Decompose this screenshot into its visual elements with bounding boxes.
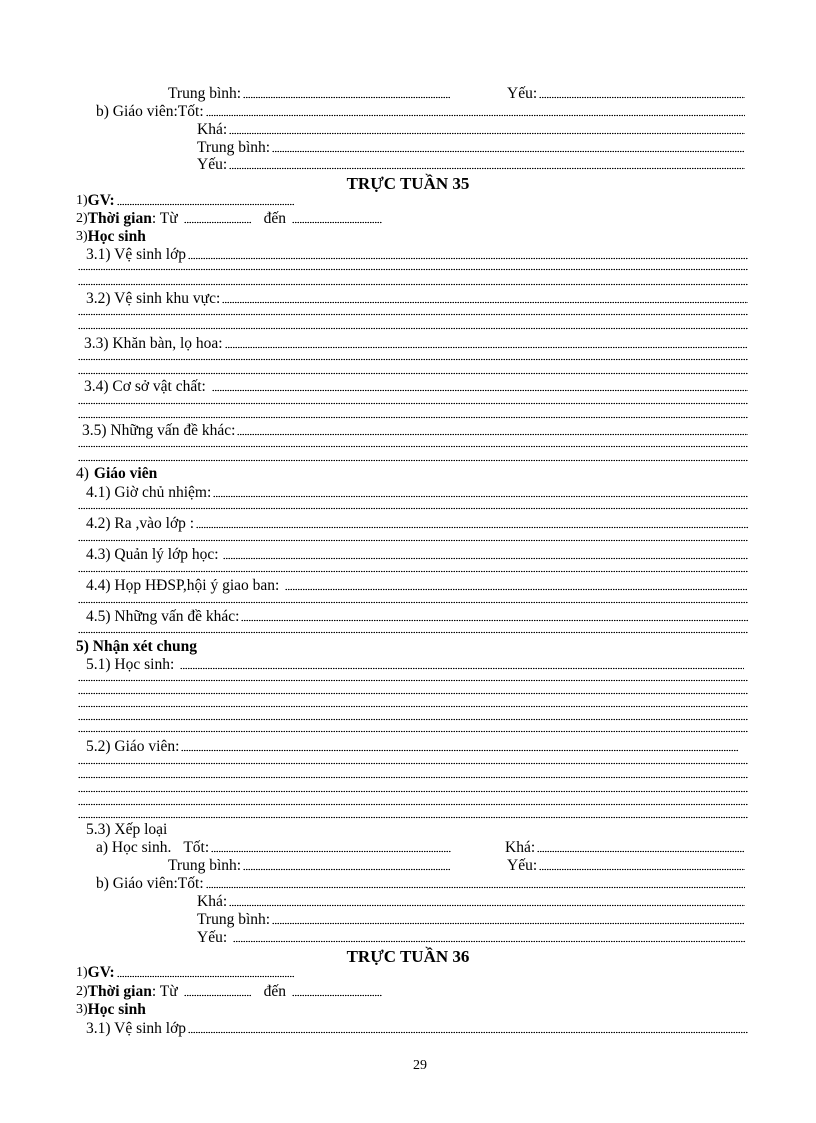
hoc-sinh-label: Học sinh [87, 1001, 146, 1018]
giao-vien-label: b) Giáo viên: [96, 875, 178, 892]
gv-label: GV: [87, 192, 115, 209]
gv-yeu-line [197, 928, 745, 946]
gio-chu-nhiem-field[interactable] [213, 495, 748, 498]
gv-52-line [86, 737, 738, 755]
den-field[interactable] [292, 994, 382, 997]
trung-binh-field[interactable] [243, 96, 451, 99]
gio-chu-nhiem-label: 4.1) Giờ chủ nhiệm: [86, 484, 212, 501]
trung-binh-label: Trung bình: [168, 85, 242, 102]
ra-vao-field[interactable] [196, 526, 748, 529]
trung-binh-field[interactable] [272, 150, 745, 153]
van-de-khac-field[interactable] [237, 433, 748, 436]
kha-label: Khá: [197, 121, 228, 138]
hs-tot-line [96, 838, 451, 856]
gv-label: GV: [87, 964, 115, 981]
dotted-line[interactable] [78, 327, 748, 330]
dotted-line[interactable] [78, 705, 748, 708]
gv-field[interactable] [117, 975, 294, 978]
gv-kha-line [197, 892, 745, 910]
dotted-line[interactable] [78, 445, 748, 448]
giao-vien-label: b) Giáo viên: [96, 103, 178, 120]
week-35-title: TRỰC TUẦN 35 [346, 174, 470, 193]
gv-line [76, 191, 294, 209]
item-number: 4) [76, 465, 89, 482]
dotted-line[interactable] [78, 692, 748, 695]
dotted-line[interactable] [78, 776, 748, 779]
den-field[interactable] [292, 221, 382, 224]
nhan-xet-heading [76, 637, 197, 655]
den-label: đến [263, 210, 286, 227]
ra-vao-label: 4.2) Ra ,vào lớp : [86, 515, 195, 532]
dotted-line[interactable] [78, 402, 748, 405]
ve-sinh-lop-line [86, 245, 748, 263]
tu-label: : Từ [151, 210, 178, 227]
dotted-line[interactable] [78, 679, 748, 682]
giao-vien-heading [76, 464, 157, 482]
ve-sinh-khu-vuc-label: 3.2) Vệ sinh khu vực: [86, 290, 221, 307]
yeu-field[interactable] [233, 940, 745, 943]
xep-loai-heading [86, 820, 167, 838]
tot-field[interactable] [211, 850, 451, 853]
ra-vao-line [86, 514, 748, 532]
kha-field[interactable] [229, 132, 745, 135]
yeu-label: Yếu: [507, 85, 538, 102]
gv-trung-binh-line [197, 910, 745, 928]
van-de-khac-field[interactable] [241, 619, 748, 622]
nhan-xet-label: 5) Nhận xét chung [76, 638, 198, 655]
hoc-sinh-heading [76, 227, 146, 245]
hoc-sinh-heading [76, 1000, 146, 1018]
tot-label: Tốt: [177, 875, 204, 892]
dotted-line[interactable] [78, 570, 748, 573]
quan-ly-label: 4.3) Quản lý lớp học: [86, 546, 219, 563]
gv-yeu-line [197, 155, 745, 173]
xep-loai-label: 5.3) Xếp loại [86, 821, 168, 838]
gv-52-field[interactable] [181, 749, 738, 752]
dotted-line[interactable] [78, 803, 748, 806]
tu-field[interactable] [184, 994, 252, 997]
gv-52-label: 5.2) Giáo viên: [86, 738, 180, 755]
khan-ban-field[interactable] [225, 346, 748, 349]
dotted-line[interactable] [78, 718, 748, 721]
ve-sinh-khu-vuc-field[interactable] [222, 301, 748, 304]
dotted-line[interactable] [78, 313, 748, 316]
item-number: 3) [76, 229, 88, 244]
dotted-line[interactable] [78, 507, 748, 510]
tot-label: Tốt: [183, 839, 210, 856]
thoi-gian-line [76, 982, 382, 1000]
tot-field[interactable] [206, 886, 745, 889]
yeu-field[interactable] [539, 868, 745, 871]
hs-kha-line [505, 838, 745, 856]
gv-tot-line [96, 102, 745, 120]
co-so-label: 3.4) Cơ sở vật chất: [84, 378, 206, 395]
hop-label: 4.4) Họp HĐSP,hội ý giao ban: [86, 577, 280, 594]
gio-chu-nhiem-line [86, 483, 748, 501]
page-number: 29 [413, 1058, 427, 1073]
yeu-field[interactable] [229, 167, 745, 170]
tu-field[interactable] [184, 221, 252, 224]
trung-binh-field[interactable] [243, 868, 451, 871]
yeu-label: Yếu: [197, 156, 228, 173]
khan-ban-line [84, 334, 748, 352]
item-number: 2) [76, 984, 88, 999]
co-so-field[interactable] [212, 389, 748, 392]
dotted-line[interactable] [78, 539, 748, 542]
gv-field[interactable] [117, 203, 294, 206]
yeu-label: Yếu: [197, 929, 228, 946]
dotted-line[interactable] [78, 730, 748, 733]
gv-tot-line [96, 874, 745, 892]
dotted-line[interactable] [78, 816, 748, 819]
kha-label: Khá: [197, 893, 228, 910]
van-de-khac-label: 3.5) Những vấn đề khác: [82, 422, 236, 439]
dotted-line[interactable] [78, 762, 748, 765]
gv-trung-binh-line [197, 138, 745, 156]
hs-51-line [86, 655, 744, 673]
thoi-gian-label: Thời gian [87, 210, 152, 227]
rating-trung-binh-line [168, 84, 451, 102]
tot-field[interactable] [206, 114, 745, 117]
rating-yeu-line [507, 84, 745, 102]
quan-ly-field[interactable] [223, 557, 748, 560]
kha-label: Khá: [505, 839, 536, 856]
trung-binh-label: Trung bình: [197, 139, 271, 156]
yeu-label: Yếu: [507, 857, 538, 874]
van-de-khac-label: 4.5) Những vấn đề khác: [86, 608, 240, 625]
dotted-line[interactable] [78, 459, 748, 462]
dotted-line[interactable] [78, 631, 748, 634]
van-de-khac-4-line [86, 607, 748, 625]
tu-label: : Từ [151, 983, 178, 1000]
trung-binh-label: Trung bình: [197, 911, 271, 928]
van-de-khac-3-line [82, 421, 748, 439]
ve-sinh-lop-label: 3.1) Vệ sinh lớp [86, 246, 187, 263]
thoi-gian-line [76, 209, 382, 227]
hoc-sinh-a-label: a) Học sinh. [96, 839, 172, 856]
hs-51-field[interactable] [180, 667, 744, 670]
hs-trung-binh-line [168, 856, 451, 874]
ve-sinh-lop-field[interactable] [188, 257, 748, 260]
item-number: 1) [76, 193, 88, 208]
dotted-line[interactable] [78, 358, 748, 361]
week-36-title: TRỰC TUẦN 36 [346, 947, 470, 966]
ve-sinh-lop-label: 3.1) Vệ sinh lớp [86, 1020, 187, 1037]
hop-field[interactable] [285, 588, 748, 591]
giao-vien-label: Giáo viên [93, 465, 158, 482]
dotted-line[interactable] [78, 283, 748, 286]
dotted-line[interactable] [78, 268, 748, 271]
gv-line [76, 963, 294, 981]
khan-ban-label: 3.3) Khăn bàn, lọ hoa: [84, 335, 223, 352]
trung-binh-field[interactable] [272, 922, 745, 925]
dotted-line[interactable] [78, 372, 748, 375]
ve-sinh-lop-field[interactable] [188, 1031, 748, 1034]
dotted-line[interactable] [78, 601, 748, 604]
ve-sinh-khu-vuc-line [86, 289, 748, 307]
ve-sinh-lop-line [86, 1019, 748, 1037]
hs-51-label: 5.1) Học sinh: [86, 656, 175, 673]
tot-label: Tốt: [177, 103, 204, 120]
kha-field[interactable] [229, 904, 745, 907]
dotted-line[interactable] [78, 416, 748, 419]
hop-line [86, 576, 748, 594]
kha-field[interactable] [537, 850, 745, 853]
hoc-sinh-label: Học sinh [87, 228, 146, 245]
item-number: 3) [76, 1002, 88, 1017]
den-label: đến [263, 983, 286, 1000]
hs-yeu-line [507, 856, 745, 874]
item-number: 1) [76, 965, 88, 980]
gv-kha-line [197, 120, 745, 138]
quan-ly-line [86, 545, 748, 563]
dotted-line[interactable] [78, 790, 748, 793]
co-so-line [84, 377, 748, 395]
trung-binh-label: Trung bình: [168, 857, 242, 874]
item-number: 2) [76, 211, 88, 226]
yeu-field[interactable] [539, 96, 745, 99]
thoi-gian-label: Thời gian [87, 983, 152, 1000]
